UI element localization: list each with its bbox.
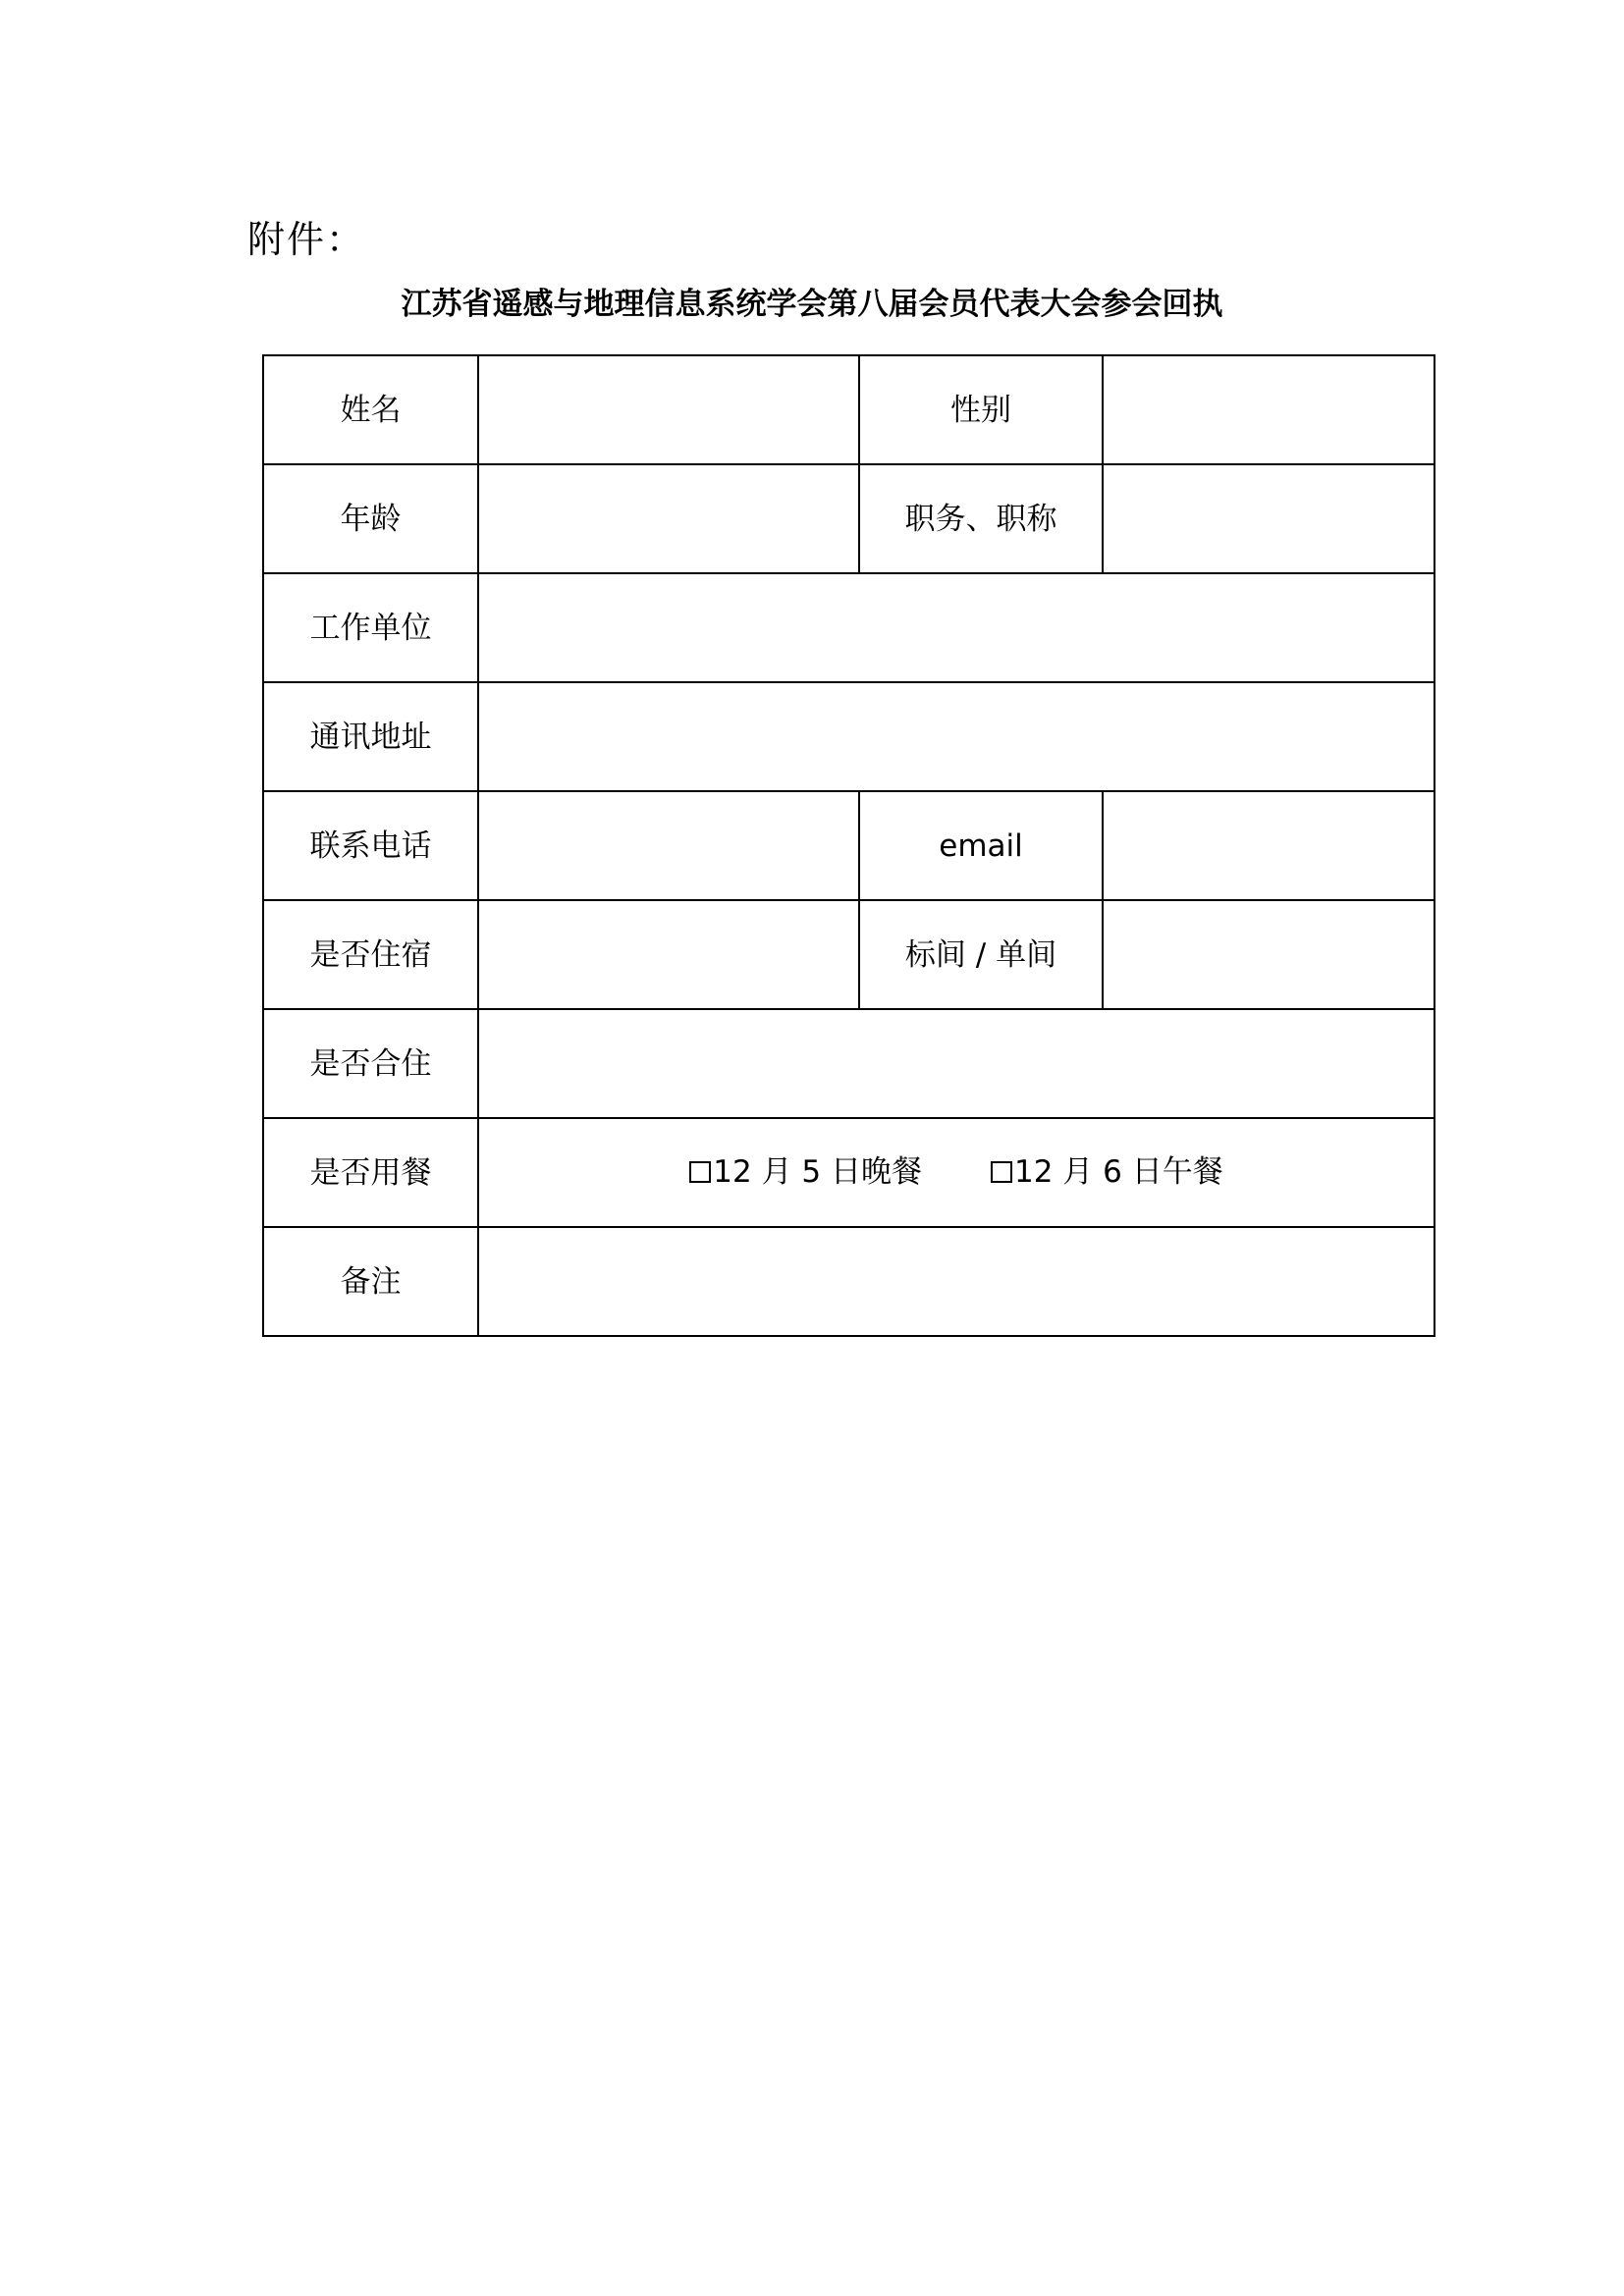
phone-field[interactable] xyxy=(478,791,859,900)
row-accommodation xyxy=(263,900,1435,1009)
address-label: 通讯地址 xyxy=(263,682,478,791)
remarks-label: 备注 xyxy=(263,1227,478,1336)
checkbox-lunch[interactable] xyxy=(991,1161,1012,1183)
email-field[interactable] xyxy=(1103,791,1435,900)
document-title: 江苏省遥感与地理信息系统学会第八届会员代表大会参会回执 xyxy=(401,287,1223,322)
work-unit-label: 工作单位 xyxy=(263,573,478,682)
meal-option-dinner-label: 12 月 5 日晚餐 xyxy=(713,1154,922,1190)
row-address xyxy=(263,682,1435,791)
remarks-field[interactable] xyxy=(478,1227,1435,1336)
room-type-field[interactable] xyxy=(1103,900,1435,1009)
meal-option-lunch[interactable] xyxy=(991,1152,1223,1192)
attachment-label: 附件： xyxy=(247,218,366,261)
shared-room-label: 是否合住 xyxy=(263,1009,478,1118)
row-remarks xyxy=(263,1227,1435,1336)
name-label: 姓名 xyxy=(263,355,478,464)
shared-room-field[interactable] xyxy=(478,1009,1435,1118)
age-field[interactable] xyxy=(478,464,859,573)
accommodation-label: 是否住宿 xyxy=(263,900,478,1009)
row-meal xyxy=(263,1118,1435,1227)
work-unit-field[interactable] xyxy=(478,573,1435,682)
checkbox-dinner[interactable] xyxy=(689,1161,711,1183)
gender-field[interactable] xyxy=(1103,355,1435,464)
name-field[interactable] xyxy=(478,355,859,464)
address-field[interactable] xyxy=(478,682,1435,791)
position-label: 职务、职称 xyxy=(859,464,1103,573)
meal-options xyxy=(689,1152,1222,1192)
room-type-label: 标间 / 单间 xyxy=(859,900,1103,1009)
meal-option-dinner[interactable] xyxy=(689,1152,922,1192)
row-name-gender xyxy=(263,355,1435,464)
gender-label: 性别 xyxy=(859,355,1103,464)
row-work-unit xyxy=(263,573,1435,682)
phone-label: 联系电话 xyxy=(263,791,478,900)
row-age-position xyxy=(263,464,1435,573)
registration-form-table xyxy=(262,354,1435,1337)
meal-options-cell xyxy=(478,1118,1435,1227)
email-label: email xyxy=(859,791,1103,900)
position-field[interactable] xyxy=(1103,464,1435,573)
age-label: 年龄 xyxy=(263,464,478,573)
row-shared-room xyxy=(263,1009,1435,1118)
accommodation-field[interactable] xyxy=(478,900,859,1009)
meal-option-lunch-label: 12 月 6 日午餐 xyxy=(1014,1154,1223,1190)
row-phone-email xyxy=(263,791,1435,900)
meal-label: 是否用餐 xyxy=(263,1118,478,1227)
